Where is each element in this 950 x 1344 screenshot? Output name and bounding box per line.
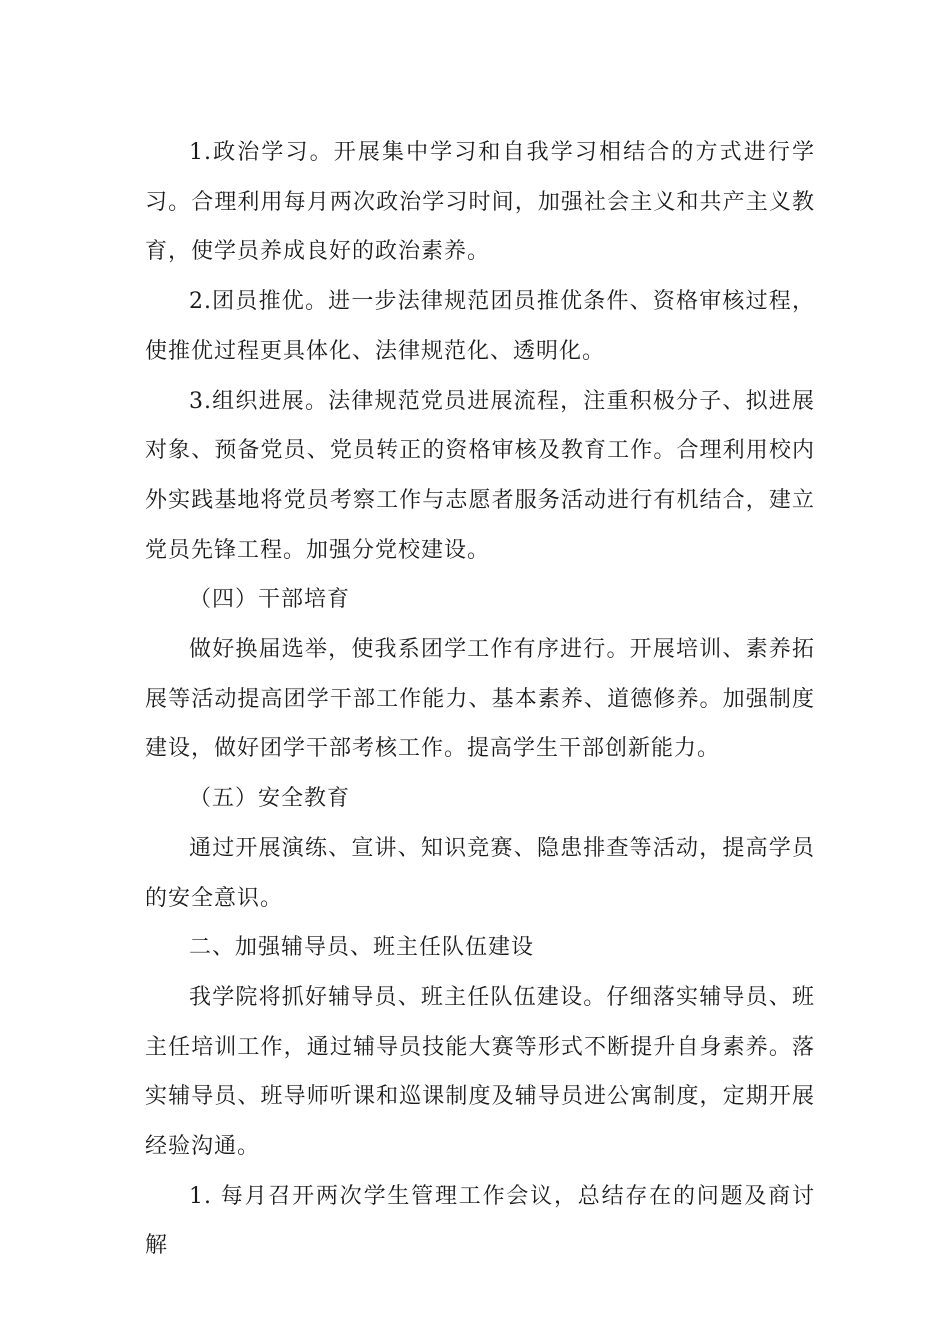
paragraph-organization-development: 3.组织进展。法律规范党员进展流程，注重积极分子、拟进展对象、预备党员、党员转正的资格审核及教育工作。合理利用校内外实践基地将党员考察工作与志愿者服务活动进行有机结合，建立党员先锋工程。加强分党校建设。 (145, 388, 815, 563)
paragraph-member-recommendation: 2.团员推优。进一步法律规范团员推优条件、资格审核过程，使推优过程更具体化、法律规范化、透明化。 (145, 289, 815, 364)
paragraph-monthly-meetings: 1. 每月召开两次学生管理工作会议，总结存在的问题及商讨解 (145, 1183, 815, 1259)
paragraph-cadre-training: 做好换届选举，使我系团学工作有序进行。开展培训、素养拓展等活动提高团学干部工作能力、基本素养、道德修养。加强制度建设，做好团学干部考核工作。提高学生干部创新能力。 (145, 637, 815, 762)
paragraph-safety-education: 通过开展演练、宣讲、知识竞赛、隐患排查等活动，提高学员的安全意识。 (145, 835, 815, 911)
paragraph-counselor-team: 我学院将抓好辅导员、班主任队伍建设。仔细落实辅导员、班主任培训工作，通过辅导员技能大赛等形式不断提升自身素养。落实辅导员、班导师听课和巡课制度及辅导员进公寓制度，定期开展经验沟通。 (145, 984, 815, 1160)
document-body (145, 128, 815, 1271)
section-heading-cadre-training: （四）干部培育 (189, 587, 351, 613)
section-heading-safety-education: （五）安全教育 (189, 786, 351, 812)
paragraph-political-study: 1.政治学习。开展集中学习和自我学习相结合的方式进行学习。合理利用每月两次政治学习时间，加强社会主义和共产主义教育，使学员养成良好的政治素养。 (145, 140, 815, 265)
section-heading-counselor-team: 二、加强辅导员、班主任队伍建设 (189, 935, 535, 961)
